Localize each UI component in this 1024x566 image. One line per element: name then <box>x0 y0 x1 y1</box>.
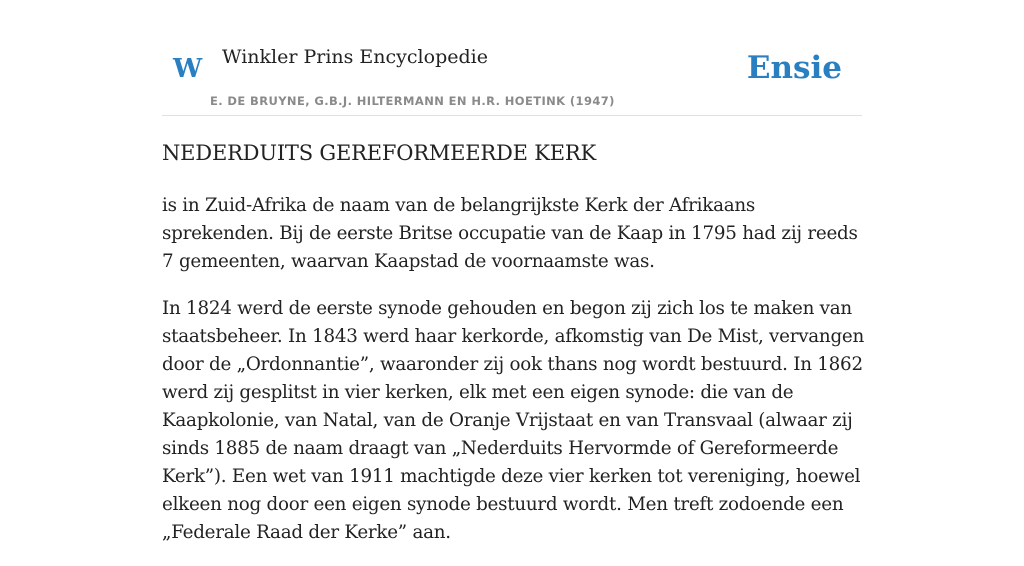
winkler-prins-logo[interactable]: W <box>173 54 203 84</box>
ensie-logo-link[interactable]: Ensie <box>746 50 842 86</box>
header <box>162 40 862 116</box>
article-paragraph: is in Zuid-Afrika de naam van de belangrijkste Kerk der Afrikaans sprekenden. Bij de eerste Britse occupatie van de Kaap in 1795 had zij reeds 7 gemeenten, waarvan Kaapstad de voornaamste was. <box>162 195 858 272</box>
article-title: NEDERDUITS GEREFORMEERDE KERK <box>162 141 596 165</box>
article-paragraph: In 1824 werd de eerste synode gehouden en begon zij zich los te maken van staatsbeheer. In 1843 werd haar kerkorde, afkomstig van De Mist, vervangen door de „Ordonnantie”, waaronder zij ook thans nog wordt bestuurd. In 1862 werd zij gesplitst in vier kerken, elk met een eigen synode: die van de Kaapkolonie, van Natal, van de Oranje Vrijstaat en van Transvaal (alwaar zij sinds 1885 de naam draagt van „Nederduits Hervormde of Gereformeerde Kerk”). Een wet van 1911 machtigde deze vier kerken tot vereniging, hoewel elkeen nog door een eigen synode bestuurd wordt. Men treft zodoende een „Federale Raad der Kerke” aan. <box>162 298 864 543</box>
authors-credit: E. DE BRUYNE, G.B.J. HILTERMANN EN H.R. HOETINK (1947) <box>210 94 615 108</box>
article-body <box>162 192 870 566</box>
site-title-link[interactable]: Winkler Prins Encyclopedie <box>222 46 488 68</box>
